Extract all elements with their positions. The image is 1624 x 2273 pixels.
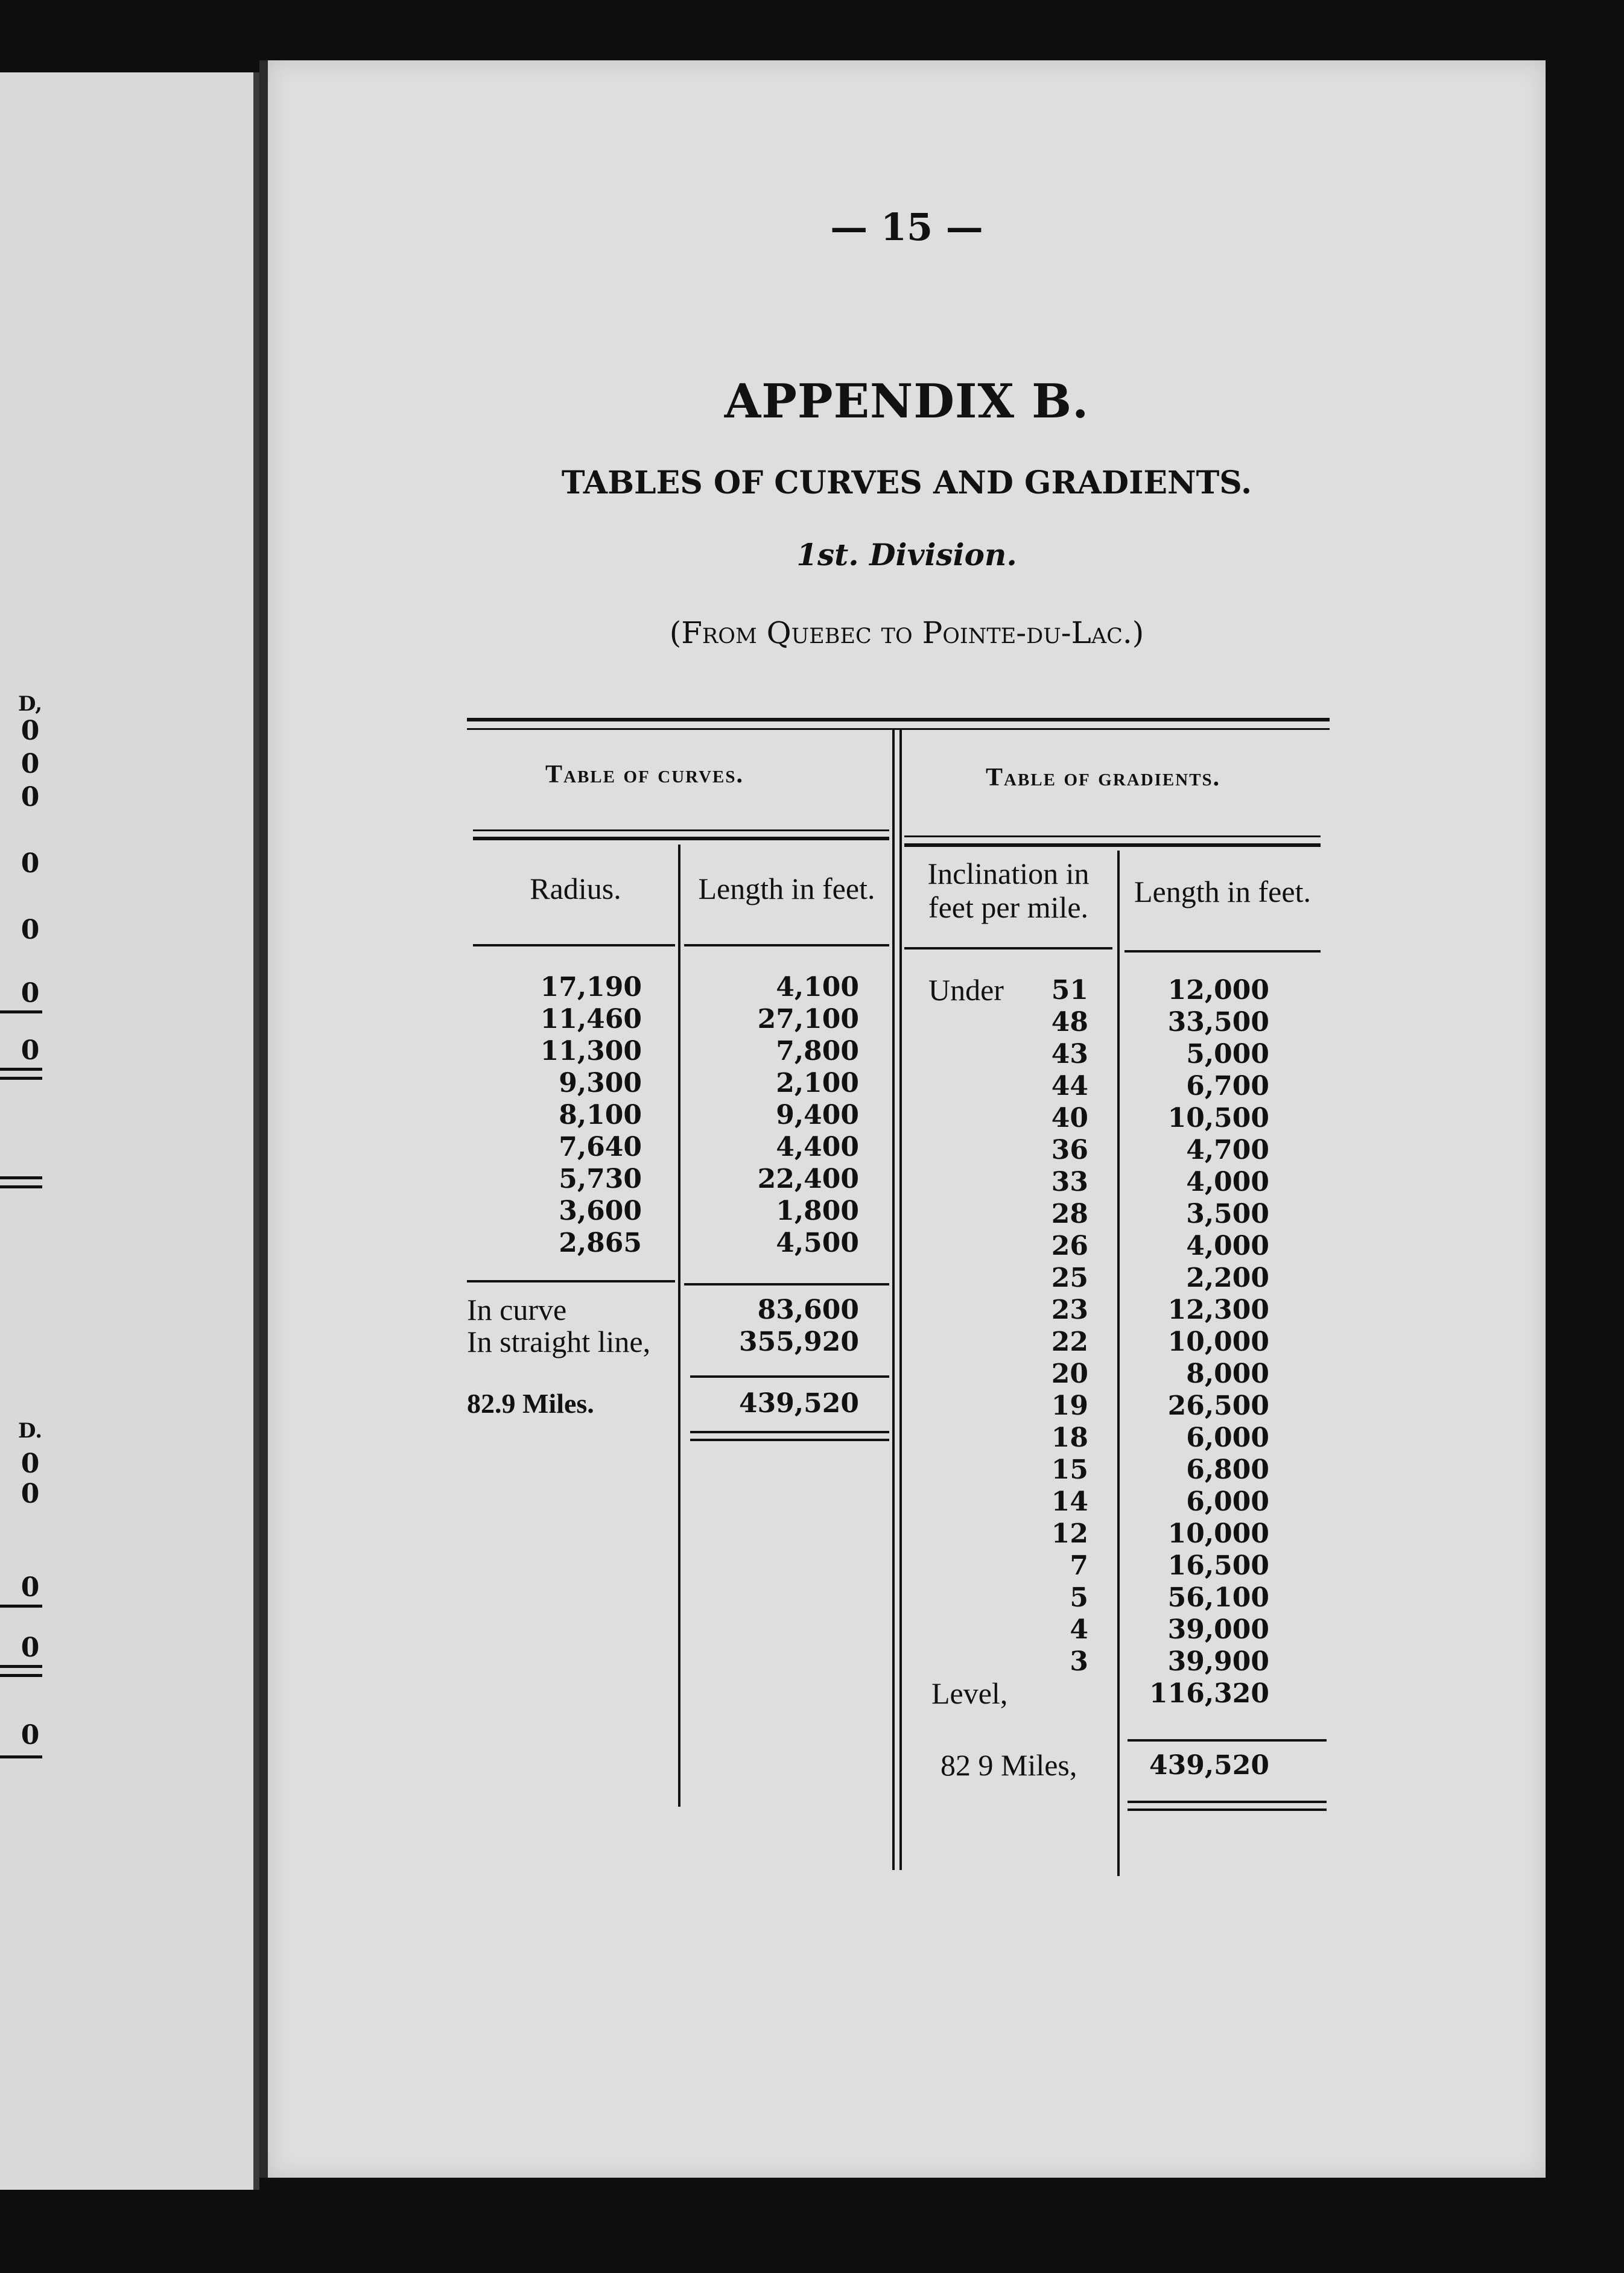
gradients-length-cell: 39,900: [1167, 1646, 1269, 1677]
gradients-length-cell: 10,000: [1167, 1327, 1269, 1357]
curves-column-rule: [473, 944, 675, 946]
gradients-total-double-rule: [1128, 1801, 1327, 1803]
in-curve-value: 83,600: [757, 1295, 859, 1325]
curves-length-column-header: Length in feet.: [698, 872, 875, 905]
inclination-cell: 40: [1051, 1103, 1088, 1133]
gradients-length-column-header: Length in feet.: [1134, 875, 1311, 908]
gradients-column-divider: [1117, 851, 1120, 1876]
gradients-length-cell: 33,500: [1167, 1007, 1269, 1038]
gradients-length-cell: 26,500: [1167, 1390, 1269, 1421]
left-page-glyph: 0: [21, 1572, 40, 1603]
gradients-miles-label: 82 9 Miles,: [940, 1748, 1077, 1782]
inclination-cell: 44: [1051, 1071, 1088, 1102]
gradients-length-cell: 5,000: [1186, 1039, 1269, 1070]
inclination-column-header: Inclination in feet per mile.: [927, 857, 1090, 924]
gradients-column-rule: [1124, 950, 1321, 953]
inclination-cell: 18: [1051, 1422, 1088, 1453]
curves-radius-cell: 5,730: [559, 1164, 642, 1194]
inclination-cell: 43: [1051, 1039, 1088, 1070]
table-top-rule: [467, 718, 1330, 721]
inclination-cell: 19: [1051, 1390, 1088, 1421]
inclination-cell: 48: [1051, 1007, 1088, 1038]
gradients-total-double-rule: [1128, 1809, 1327, 1811]
curves-radius-cell: 9,300: [559, 1068, 642, 1098]
gradients-header-rule: [904, 835, 1321, 837]
curves-subtotal-rule: [467, 1280, 675, 1282]
left-page-glyph: 0: [21, 749, 40, 779]
left-page-glyph: 0: [21, 715, 40, 746]
inclination-cell: 51: [1051, 975, 1088, 1006]
left-page-glyph: 0: [21, 1479, 40, 1509]
curves-total-rule: [690, 1375, 889, 1378]
left-page-rule: [0, 1755, 42, 1758]
curves-radius-cell: 11,300: [540, 1036, 642, 1067]
gradients-length-cell: 8,000: [1186, 1358, 1269, 1389]
radius-column-header: Radius.: [530, 872, 621, 905]
division-heading: 1st. Division.: [796, 537, 1017, 572]
inclination-cell: 7: [1070, 1550, 1088, 1581]
gradients-table-title: Table of gradients.: [986, 764, 1221, 791]
table-center-divider: [899, 730, 902, 1870]
inclination-cell: 36: [1051, 1135, 1088, 1165]
curves-length-cell: 4,400: [776, 1132, 859, 1162]
gradients-length-cell: 6,000: [1186, 1486, 1269, 1517]
gradients-length-cell: 10,000: [1167, 1518, 1269, 1549]
gradients-length-cell: 3,500: [1186, 1199, 1269, 1229]
left-page-glyph: 0: [21, 1720, 40, 1751]
curves-total-double-rule: [690, 1431, 889, 1433]
gradients-header-rule: [904, 843, 1321, 847]
curves-radius-cell: 17,190: [540, 972, 642, 1003]
curves-radius-cell: 11,460: [540, 1004, 642, 1035]
inclination-cell: 15: [1051, 1454, 1088, 1485]
curves-column-rule: [684, 944, 889, 946]
gradients-length-cell: 12,300: [1167, 1295, 1269, 1325]
gradients-length-cell: 4,700: [1186, 1135, 1269, 1165]
inclination-cell: 23: [1051, 1295, 1088, 1325]
gradients-column-rule: [904, 947, 1112, 949]
gradients-length-cell: 6,000: [1186, 1422, 1269, 1453]
inclination-cell: 14: [1051, 1486, 1088, 1517]
gradients-length-cell: 4,000: [1186, 1231, 1269, 1261]
document-page: [259, 60, 1546, 2178]
left-page-glyph: 0: [21, 1448, 40, 1479]
inclination-cell: 22: [1051, 1327, 1088, 1357]
curves-header-rule: [473, 837, 889, 840]
curves-radius-cell: 8,100: [559, 1100, 642, 1130]
curves-miles-label: 82.9 Miles.: [467, 1388, 594, 1419]
appendix-title: APPENDIX B.: [724, 374, 1090, 429]
left-page-rule: [0, 1665, 42, 1668]
inclination-cell: 28: [1051, 1199, 1088, 1229]
left-page-rule: [0, 1605, 42, 1608]
previous-page-edge: [0, 72, 259, 2190]
curves-length-cell: 22,400: [757, 1164, 859, 1194]
gradients-length-cell: 6,800: [1186, 1454, 1269, 1485]
gradients-length-cell: 12,000: [1167, 975, 1269, 1006]
curves-length-cell: 9,400: [776, 1100, 859, 1130]
left-page-glyph: 0: [21, 1035, 40, 1066]
curves-total-double-rule: [690, 1439, 889, 1441]
in-curve-label: In curve: [467, 1293, 567, 1327]
curves-length-cell: 27,100: [757, 1004, 859, 1035]
inclination-cell: 33: [1051, 1167, 1088, 1197]
gradients-length-cell: 10,500: [1167, 1103, 1269, 1133]
left-page-rule: [0, 1176, 42, 1179]
left-page-rule: [0, 1077, 42, 1080]
inclination-cell: 25: [1051, 1263, 1088, 1293]
inclination-cell: 5: [1070, 1582, 1088, 1613]
left-page-glyph: D,: [18, 692, 43, 716]
inclination-cell: 20: [1051, 1358, 1088, 1389]
gradients-length-cell: 2,200: [1186, 1263, 1269, 1293]
left-page-rule: [0, 1068, 42, 1071]
inclination-cell: 4: [1070, 1614, 1088, 1645]
curves-length-cell: 4,100: [776, 972, 859, 1003]
tables-title: TABLES OF CURVES AND GRADIENTS.: [561, 464, 1252, 501]
gradients-length-cell: 16,500: [1167, 1550, 1269, 1581]
straight-line-label: In straight line,: [467, 1325, 651, 1358]
curves-length-cell: 4,500: [776, 1228, 859, 1258]
inclination-cell: 3: [1070, 1646, 1088, 1677]
left-page-glyph: 0: [21, 782, 40, 813]
inclination-cell: 12: [1051, 1518, 1088, 1549]
table-center-divider: [892, 730, 895, 1870]
curves-subtotal-rule: [684, 1283, 889, 1285]
inclination-cell: 26: [1051, 1231, 1088, 1261]
curves-radius-cell: 3,600: [559, 1196, 642, 1226]
left-page-rule: [0, 1674, 42, 1677]
curves-table-title: Table of curves.: [545, 761, 744, 788]
level-label: Level,: [931, 1676, 1008, 1710]
gradients-length-cell: 56,100: [1167, 1582, 1269, 1613]
left-page-glyph: 0: [21, 848, 40, 879]
route-subtitle: (From Quebec to Pointe-du-Lac.): [669, 615, 1144, 650]
curves-total-value: 439,520: [738, 1388, 859, 1419]
gradients-length-cell: 39,000: [1167, 1614, 1269, 1645]
left-page-glyph: 0: [21, 1632, 40, 1663]
curves-length-cell: 1,800: [776, 1196, 859, 1226]
under-label: Under: [928, 973, 1004, 1007]
left-page-glyph: D.: [18, 1419, 43, 1443]
table-top-rule: [467, 728, 1330, 730]
level-value: 116,320: [1149, 1678, 1269, 1709]
straight-line-value: 355,920: [738, 1327, 859, 1357]
left-page-glyph: 0: [21, 915, 40, 945]
curves-radius-cell: 7,640: [559, 1132, 642, 1162]
gradients-total-value: 439,520: [1149, 1750, 1269, 1781]
curves-radius-cell: 2,865: [559, 1228, 642, 1258]
gradients-total-rule: [1128, 1739, 1327, 1742]
curves-length-cell: 2,100: [776, 1068, 859, 1098]
curves-header-rule: [473, 829, 889, 831]
curves-length-cell: 7,800: [776, 1036, 859, 1067]
gradients-length-cell: 6,700: [1186, 1071, 1269, 1102]
page-number: — 15 —: [830, 205, 983, 249]
curves-column-divider: [678, 845, 680, 1807]
left-page-rule: [0, 1185, 42, 1188]
gradients-length-cell: 4,000: [1186, 1167, 1269, 1197]
left-page-glyph: 0: [21, 978, 40, 1009]
left-page-rule: [0, 1010, 42, 1013]
